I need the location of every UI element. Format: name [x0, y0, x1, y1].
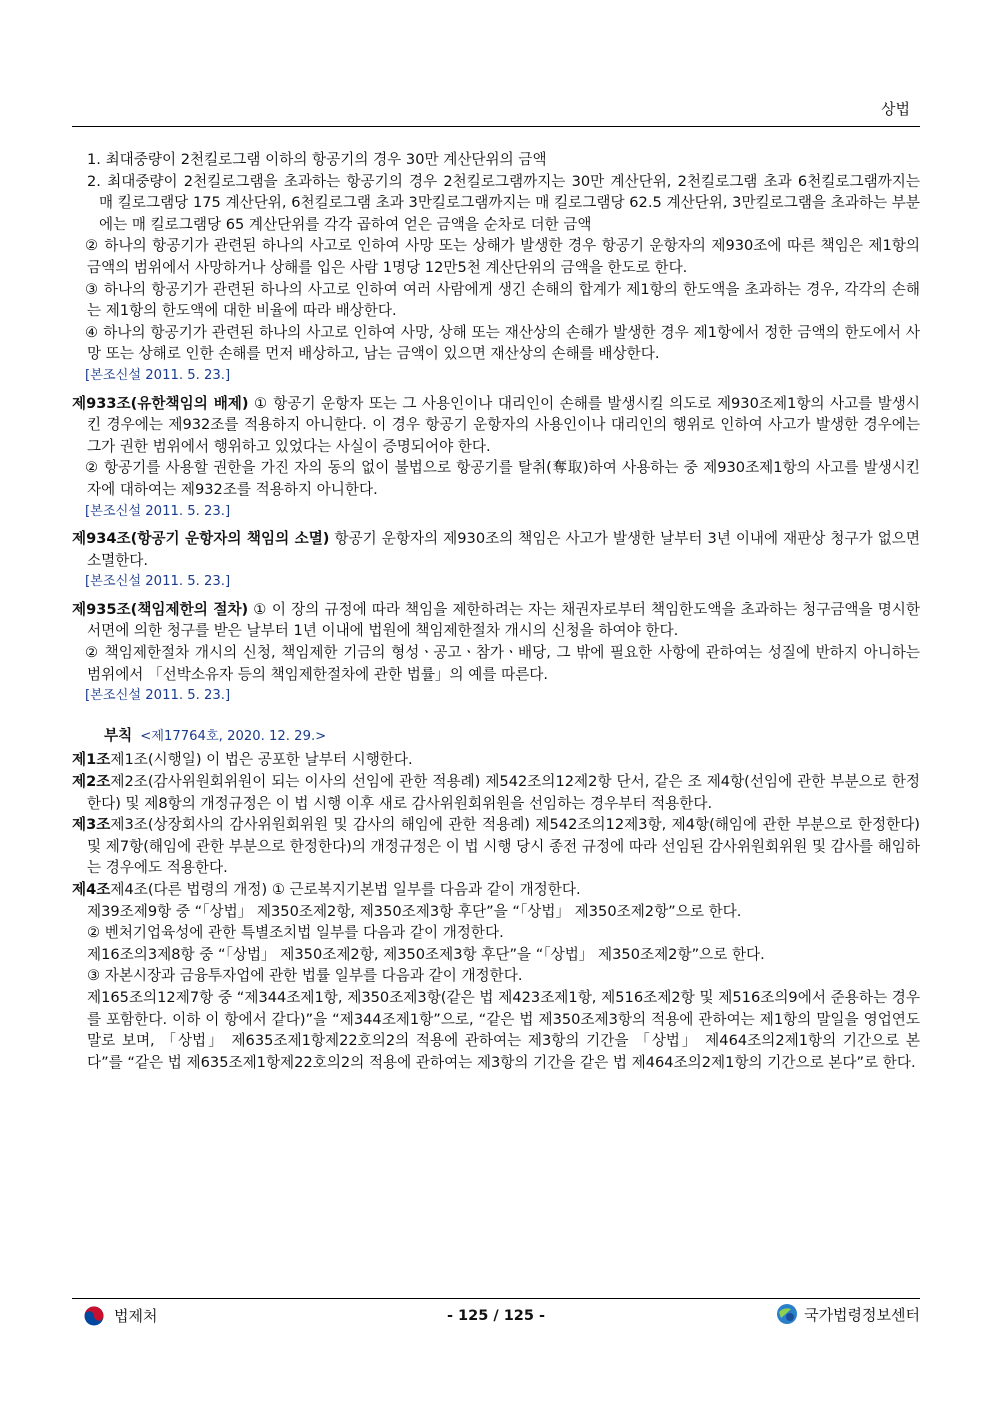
header-divider: [72, 126, 920, 127]
addenda-article: 제1조제1조(시행일) 이 법은 공포한 날부터 시행한다.: [72, 751, 413, 769]
footer: [72, 1305, 920, 1335]
addenda-note: <제17764호, 2020. 12. 29.>: [140, 728, 327, 744]
amendment-note: [본조신설 2011. 5. 23.]: [85, 688, 231, 704]
amendment-note: [본조신설 2011. 5. 23.]: [85, 367, 231, 383]
globe-logo-icon: [776, 1303, 798, 1325]
page-number: - 125 / 125 -: [446, 1308, 546, 1324]
document-body: [72, 149, 920, 1073]
addenda-line: ② 벤처기업육성에 관한 특별조치법 일부를 다음과 같이 개정한다.: [87, 924, 504, 942]
list-item: 1. 최대중량이 2천킬로그램 이하의 항공기의 경우 30만 계산단위의 금액: [87, 151, 547, 168]
addenda-heading: [72, 725, 920, 748]
paragraph: ③ 하나의 항공기가 관련된 하나의 사고로 인하여 여러 사람에게 생긴 손해의 합계가 제1항의 한도액을 초과하는 경우, 각각의 손해는 제1항의 한도액에 대한 비율에 따라 배상한다.: [85, 280, 920, 320]
addenda-label: 부칙: [104, 726, 133, 744]
list-item: 2. 최대중량이 2천킬로그램을 초과하는 항공기의 경우 2천킬로그램까지는 30만 계산단위, 2천킬로그램 초과 6천킬로그램까지는 매 킬로그램당 175 계산단위, 6천킬로그램 초과 3만킬로그램까지는 매 킬로그램당 62.5 계산단위, 3만킬로그램을 초과하는 부분에는 매 킬로그램당 65 계산단위를 각각 곱하여 얻은 금액을 순차로 더한 금액: [87, 172, 921, 233]
addenda-line: 제39조제9항 중 “「상법」 제350조제2항, 제350조제3항 후단”을 “「상법」 제350조제2항”으로 한다.: [87, 902, 742, 920]
footer-center-name: 국가법령정보센터: [804, 1305, 920, 1324]
article-title: 제933조(유한책임의 배제): [72, 394, 249, 412]
addenda-article: 제2조제2조(감사위원회위원이 되는 이사의 선임에 관한 적용례) 제542조의12제2항 단서, 같은 조 제4항(선임에 관한 부분으로 한정한다) 및 제8항의 개정규정은 이 법 시행 이후 새로 감사위원회위원을 선임하는 경우부터 적용한다.: [72, 773, 920, 812]
amendment-note: [본조신설 2011. 5. 23.]: [85, 574, 231, 590]
paragraph: ② 하나의 항공기가 관련된 하나의 사고로 인하여 사망 또는 상해가 발생한 경우 항공기 운항자의 제930조에 따른 책임은 제1항의 금액의 범위에서 사망하거나 상해를 입은 사람 1명당 12만5천 계산단위의 금액을 한도로 한다.: [85, 237, 920, 276]
article-935: 제935조(책임제한의 절차) ① 이 장의 규정에 따라 책임을 제한하려는 자는 채권자로부터 책임한도액을 초과하는 청구금액을 명시한 서면에 의한 청구를 받은 날부터 1년 이내에 법원에 책임제한절차 개시의 신청을 하여야 한다.: [72, 600, 920, 640]
amendment-note: [본조신설 2011. 5. 23.]: [85, 503, 231, 519]
article-934: 제934조(항공기 운항자의 책임의 소멸) 항공기 운항자의 제930조의 책임은 사고가 발생한 날부터 3년 이내에 재판상 청구가 없으면 소멸한다.: [72, 530, 920, 569]
header-title: 상법: [881, 100, 910, 118]
addenda-line: 제165조의12제7항 중 “제344조제1항, 제350조제3항(같은 법 제423조제1항, 제516조제2항 및 제516조의9에서 준용하는 경우를 포함한다. 이하 이 항에서 같다)”을 “제344조제1항”으로, “같은 법 제350조제3항의 적용에 관하여는 제1항의 말일을 영업연도 말로 보며, 「상법」 제635조제1항제22호의2의 적용에 관하여는 제3항의 기간을 「상법」 제464조의2제1항의 기간으로 본다”를 “같은 법 제635조제1항제22호의2의 적용에 관하여는 제3항의 기간을 같은 법 제464조의2제1항의 기간으로 본다”로 한다.: [87, 988, 920, 1071]
article-title: 제934조(항공기 운항자의 책임의 소멸): [72, 530, 330, 548]
footer-right: [776, 1303, 920, 1325]
footer-divider: [72, 1298, 920, 1299]
footer-org: 법제처: [114, 1307, 158, 1325]
addenda-article: 제4조제4조(다른 법령의 개정) ① 근로복지기본법 일부를 다음과 같이 개정한다.: [72, 881, 581, 898]
paragraph: ④ 하나의 항공기가 관련된 하나의 사고로 인하여 사망, 상해 또는 재산상의 손해가 발생한 경우 제1항에서 정한 금액의 한도에서 사망 또는 상해로 인한 손해를 먼저 배상하고, 남는 금액이 있으면 재산상의 손해를 배상한다.: [85, 323, 920, 363]
article-title: 제935조(책임제한의 절차): [72, 600, 249, 618]
article-933: 제933조(유한책임의 배제) ① 항공기 운항자 또는 그 사용인이나 대리인이 손해를 발생시킬 의도로 제930조제1항의 사고를 발생시킨 경우에는 제932조를 적용하지 아니한다. 이 경우 항공기 운항자의 사용인이나 대리인의 행위로 인하여 사고가 발생한 경우에는 그가 권한 범위에서 행위하고 있었다는 사실이 증명되어야 한다.: [72, 394, 920, 455]
addenda-article: 제3조제3조(상장회사의 감사위원회위원 및 감사의 해임에 관한 적용례) 제542조의12제3항, 제4항(해임에 관한 부분으로 한정한다) 및 제7항(해임에 관한 부분으로 한정한다)의 개정규정은 이 법 시행 당시 종전 규정에 따라 선임된 감사위원회위원 및 감사를 해임하는 경우에도 적용한다.: [72, 816, 920, 877]
addenda-line: ③ 자본시장과 금융투자업에 관한 법률 일부를 다음과 같이 개정한다.: [87, 967, 523, 985]
paragraph: ② 책임제한절차 개시의 신청, 책임제한 기금의 형성ㆍ공고ㆍ참가ㆍ배당, 그 밖에 필요한 사항에 관하여는 성질에 반하지 아니하는 범위에서 「선박소유자 등의 책임제한절차에 관한 법률」의 예를 따른다.: [85, 644, 920, 683]
addenda-line: 제16조의3제8항 중 “「상법」 제350조제2항, 제350조제3항 후단”을 “「상법」 제350조제2항”으로 한다.: [87, 945, 765, 963]
paragraph: ② 항공기를 사용할 권한을 가진 자의 동의 없이 불법으로 항공기를 탈취(奪取)하여 사용하는 중 제930조제1항의 사고를 발생시킨 자에 대하여는 제932조를 적용하지 아니한다.: [85, 459, 920, 498]
